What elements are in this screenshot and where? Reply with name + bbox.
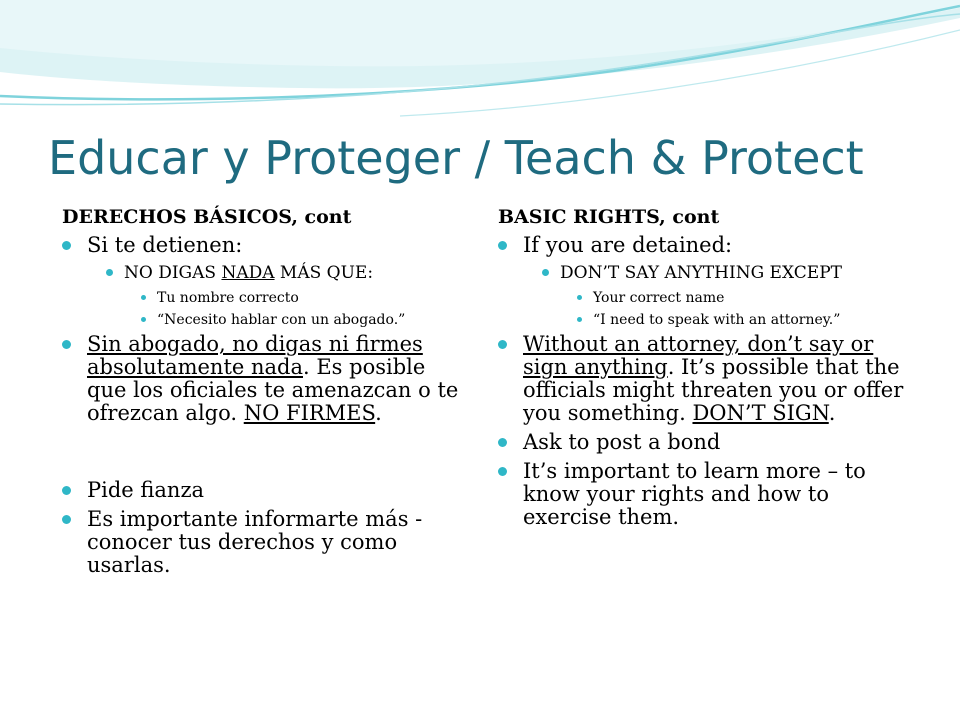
bullet-icon — [577, 295, 582, 300]
bullet-icon — [577, 317, 582, 322]
list-item: It’s important to learn more – to know your rights and how to exercise them. — [498, 460, 918, 529]
list-item: Tu nombre correcto — [62, 289, 462, 307]
column-heading: BASIC RIGHTS, cont — [498, 206, 720, 228]
bullet-icon — [542, 269, 549, 276]
header-wave-decoration — [0, 0, 960, 130]
bullet-icon — [106, 269, 113, 276]
english-column — [498, 204, 918, 535]
column-heading: DERECHOS BÁSICOS, cont — [62, 206, 352, 228]
spanish-column — [62, 204, 462, 583]
list-item: “I need to speak with an attorney.” — [498, 311, 918, 329]
underlined-text: DON’T SIGN — [692, 401, 829, 425]
underlined-text: Without an attorney, don’t say or sign anything — [523, 332, 874, 379]
list-item: Sin abogado, no digas ni firmes absolutamente nada. Es posible que los oficiales te amenazcan o te ofrezcan algo. NO FIRMES. — [62, 333, 462, 425]
list-item: Pide fianza — [62, 479, 462, 502]
underlined-text: NO FIRMES — [243, 401, 376, 425]
underlined-text: NADA — [221, 263, 275, 283]
bullet-icon — [62, 515, 71, 524]
bullet-icon — [498, 438, 507, 447]
bullet-icon — [498, 241, 507, 250]
list-item: Ask to post a bond — [498, 431, 918, 454]
list-item: Without an attorney, don’t say or sign anything. It’s possible that the officials might threaten you or offer you something. DON’T SIGN. — [498, 333, 918, 425]
list-item: DON’T SAY ANYTHING EXCEPT — [498, 263, 918, 283]
list-item: Es importante informarte más - conocer tus derechos y como usarlas. — [62, 508, 462, 577]
underlined-text: Sin abogado, no digas ni firmes absolutamente nada — [87, 332, 423, 379]
bullet-icon — [498, 467, 507, 476]
bullet-icon — [498, 340, 507, 349]
bullet-icon — [141, 295, 146, 300]
bullet-icon — [62, 241, 71, 250]
list-item: If you are detained: — [498, 234, 918, 257]
list-item: Your correct name — [498, 289, 918, 307]
slide-title: Educar y Proteger / Teach & Protect — [48, 131, 864, 185]
list-item: NO DIGAS NADA MÁS QUE: — [62, 263, 462, 283]
bullet-icon — [62, 340, 71, 349]
bullet-icon — [141, 317, 146, 322]
list-item: Si te detienen: — [62, 234, 462, 257]
list-item: “Necesito hablar con un abogado.” — [62, 311, 462, 329]
bullet-icon — [62, 486, 71, 495]
